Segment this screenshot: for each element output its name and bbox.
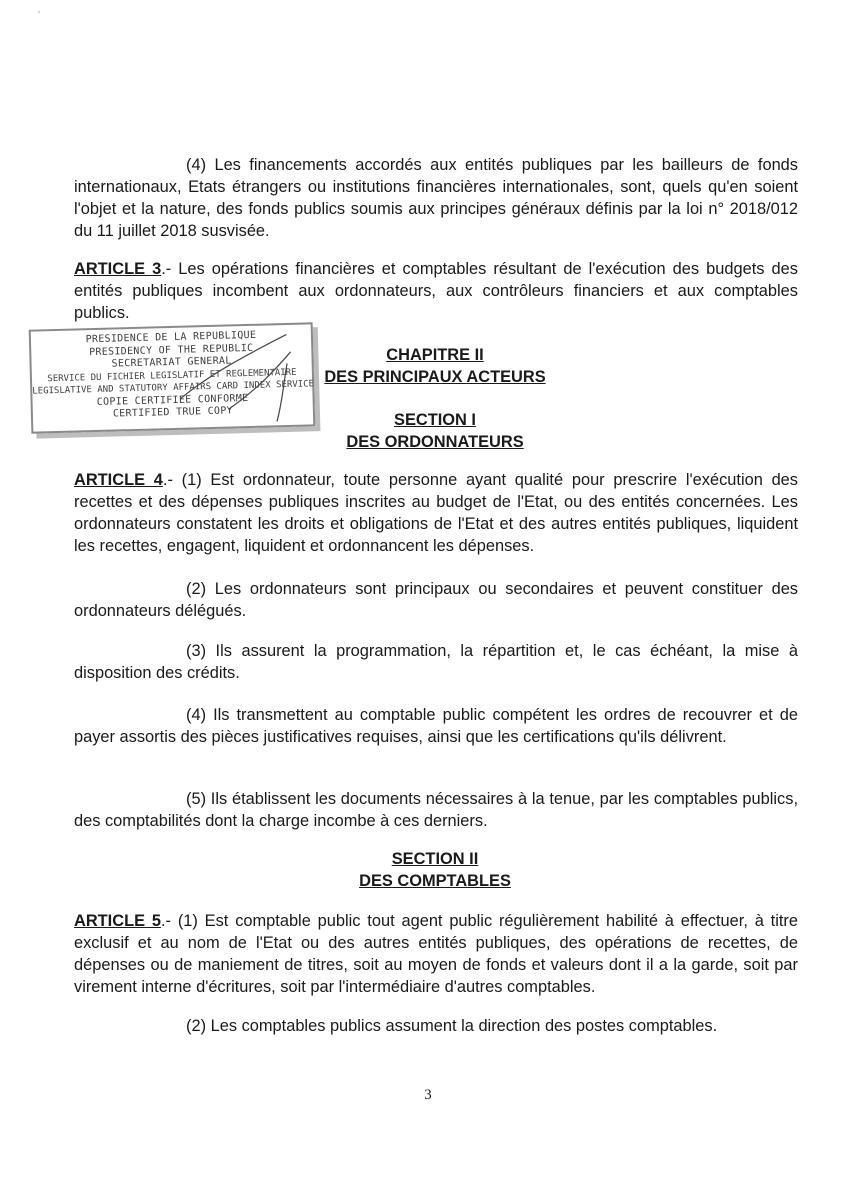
paragraph-article2-4: (4) Les financements accordés aux entités publiques par les bailleurs de fonds internationaux, Etats étrangers ou institutions financières internationales, sont, quels qu'en soient l'objet et la nature, des fonds publics soumis aux principes généraux définis par la loi n° 2018/012 du 11 juillet 2018 susvisée. [74,156,798,240]
section2-number: SECTION II [391,850,479,868]
article4-text: .- (1) Est ordonnateur, toute personne ayant qualité pour prescrire l'exécution des recettes et des dépenses publiques inscrites au budget de l'Etat, ou des entités concernées. Les ordonnateurs constatent les droits et obligations de l'Etat et des autres entités publiques, liquident les recettes, engagent, liquident et ordonnancent les dépenses. [74,471,798,555]
chapter-number: CHAPITRE II [386,346,484,364]
paragraph-article5 [74,910,798,998]
section2-title: DES COMPTABLES [359,872,511,890]
paragraph-article4-2: (2) Les ordonnateurs sont principaux ou secondaires et peuvent constituer des ordonnateurs délégués. [74,580,798,620]
stamp-line-2: PRESIDENCY OF THE REPUBLIC [88,342,254,358]
section1-title: DES ORDONNATEURS [346,433,524,451]
paragraph-article5-2: (2) Les comptables publics assument la direction des postes comptables. [186,1017,718,1035]
paragraph-article4-4: (4) Ils transmettent au comptable public compétent les ordres de recouvrer et de payer assortis des pièces justificatives requises, ainsi que les certifications qu'ils délivrent. [74,706,798,746]
stamp-line-6: COPIE CERTIFIEE CONFORME [96,392,249,408]
paragraph-article4 [74,469,798,557]
page-number: 3 [424,1087,432,1103]
article5-label: ARTICLE 5 [74,912,161,930]
stamp-line-4: SERVICE DU FICHIER LEGISLATIF ET REGLEMENTAIRE [47,367,297,384]
article3-label: ARTICLE 3 [74,260,162,278]
paragraph-article3 [74,258,798,324]
section2-heading [250,848,620,892]
stamp-line-3: SECRETARIAT GENERAL [111,355,232,370]
stamp-line-7: CERTIFIED TRUE COPY [112,405,234,420]
corner-mark: ' [38,10,40,21]
article3-text: .- Les opérations financières et comptables résultant de l'exécution des budgets des entités publiques incombent aux ordonnateurs, aux contrôleurs financiers et aux comptables publics. [74,260,798,322]
article5-text: .- (1) Est comptable public tout agent public régulièrement habilité à effectuer, à titre exclusif et au nom de l'Etat ou des autres entités publiques, des opérations de recettes, de dépenses ou de maniement de titres, soit au moyen de fonds et valeurs dont il a la garde, soit par virement interne d'écritures, soit par l'intermédiaire d'autres comptables. [74,912,798,996]
chapter-heading [250,344,620,388]
chapter-title: DES PRINCIPAUX ACTEURS [324,368,546,386]
article4-label: ARTICLE 4 [74,471,163,489]
paragraph-article4-3: (3) Ils assurent la programmation, la répartition et, le cas échéant, la mise à disposition des crédits. [74,642,798,682]
stamp-line-5: LEGISLATIVE AND STATUTORY AFFAIRS CARD INDEX SERVICE [32,379,315,397]
section1-heading [250,409,620,453]
stamp-line-1: PRESIDENCE DE LA REPUBLIQUE [85,329,257,346]
section1-number: SECTION I [394,411,476,429]
paragraph-article4-5: (5) Ils établissent les documents nécessaires à la tenue, par les comptables publics, des comptabilités dont la charge incombe à ces derniers. [74,790,798,830]
